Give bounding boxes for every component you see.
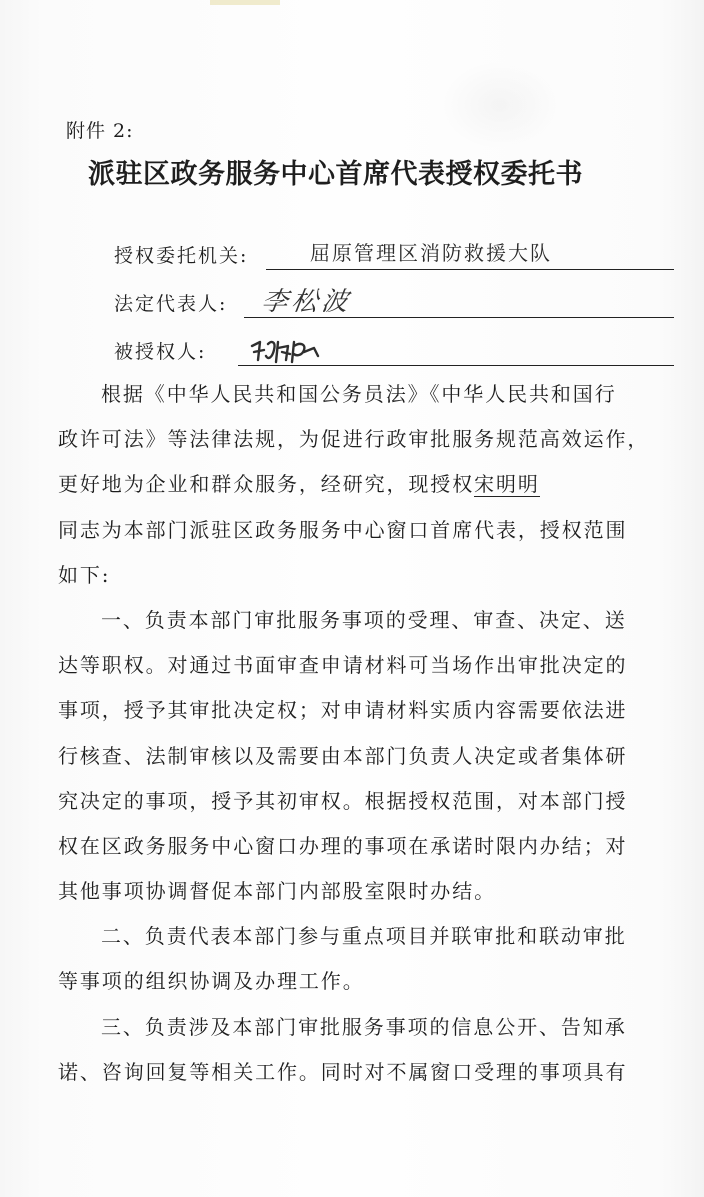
body-line: 一、负责本部门审批服务事项的受理、审查、决定、送 (101, 607, 627, 632)
body-line: 同志为本部门派驻区政务服务中心窗口首席代表，授权范围 (58, 517, 628, 542)
body-line: 根据《中华人民共和国公务员法》《中华人民共和国行 (101, 382, 617, 406)
authorized-signature-icon (248, 336, 322, 366)
body-line: 政许可法》等法律法规，为促进行政审批服务规范高效运作， (58, 427, 650, 452)
annex-label: 附件 2: (66, 120, 134, 142)
body-line-with-name (58, 462, 674, 507)
body-line: 究决定的事项，授予其初审权。根据授权范围，对本部门授 (58, 788, 628, 813)
paper-tab-mark (210, 0, 280, 5)
document-title: 派驻区政务服务中心首席代表授权委托书 (88, 159, 583, 190)
field-authorized (114, 328, 674, 368)
paper-smudge (440, 60, 560, 150)
legal-rep-handwritten-name: 李松波 (259, 287, 354, 317)
field-legal-rep (114, 280, 674, 320)
entrust-org-label: 授权委托机关: (114, 245, 249, 267)
body-line: 诺、咨询回复等相关工作。同时对不属窗口受理的事项具有 (58, 1059, 628, 1084)
field-entrust-org (114, 232, 674, 272)
body-line: 三、负责涉及本部门审批服务事项的信息公开、告知承 (101, 1014, 627, 1039)
entrust-org-value: 屈原管理区消防救援大队 (310, 241, 552, 265)
body-line: 如下: (58, 562, 111, 587)
entrust-org-underline (266, 269, 674, 270)
body-text: 更好地为企业和群众服务，经研究，现授权 (58, 472, 475, 497)
body-line: 达等职权。对通过书面审查申请材料可当场作出审批决定的 (58, 653, 628, 678)
body-line: 二、负责代表本部门参与重点项目并联审批和联动审批 (101, 924, 627, 949)
body-line: 行核查、法制审核以及需要由本部门负责人决定或者集体研 (58, 743, 628, 768)
body-line: 权在区政务服务中心窗口办理的事项在承诺时限内办结；对 (58, 833, 628, 858)
authorized-label: 被授权人: (114, 341, 207, 363)
body-line: 事项，授予其审批决定权；对申请材料实质内容需要依法进 (58, 698, 628, 723)
underlined-name: 宋明明 (474, 472, 540, 497)
body-line: 其他事项协调督促本部门内部股室限时办结。 (58, 879, 496, 904)
legal-rep-label: 法定代表人: (114, 293, 228, 315)
document-body (58, 372, 674, 1095)
body-line: 等事项的组织协调及办理工作。 (58, 969, 365, 994)
